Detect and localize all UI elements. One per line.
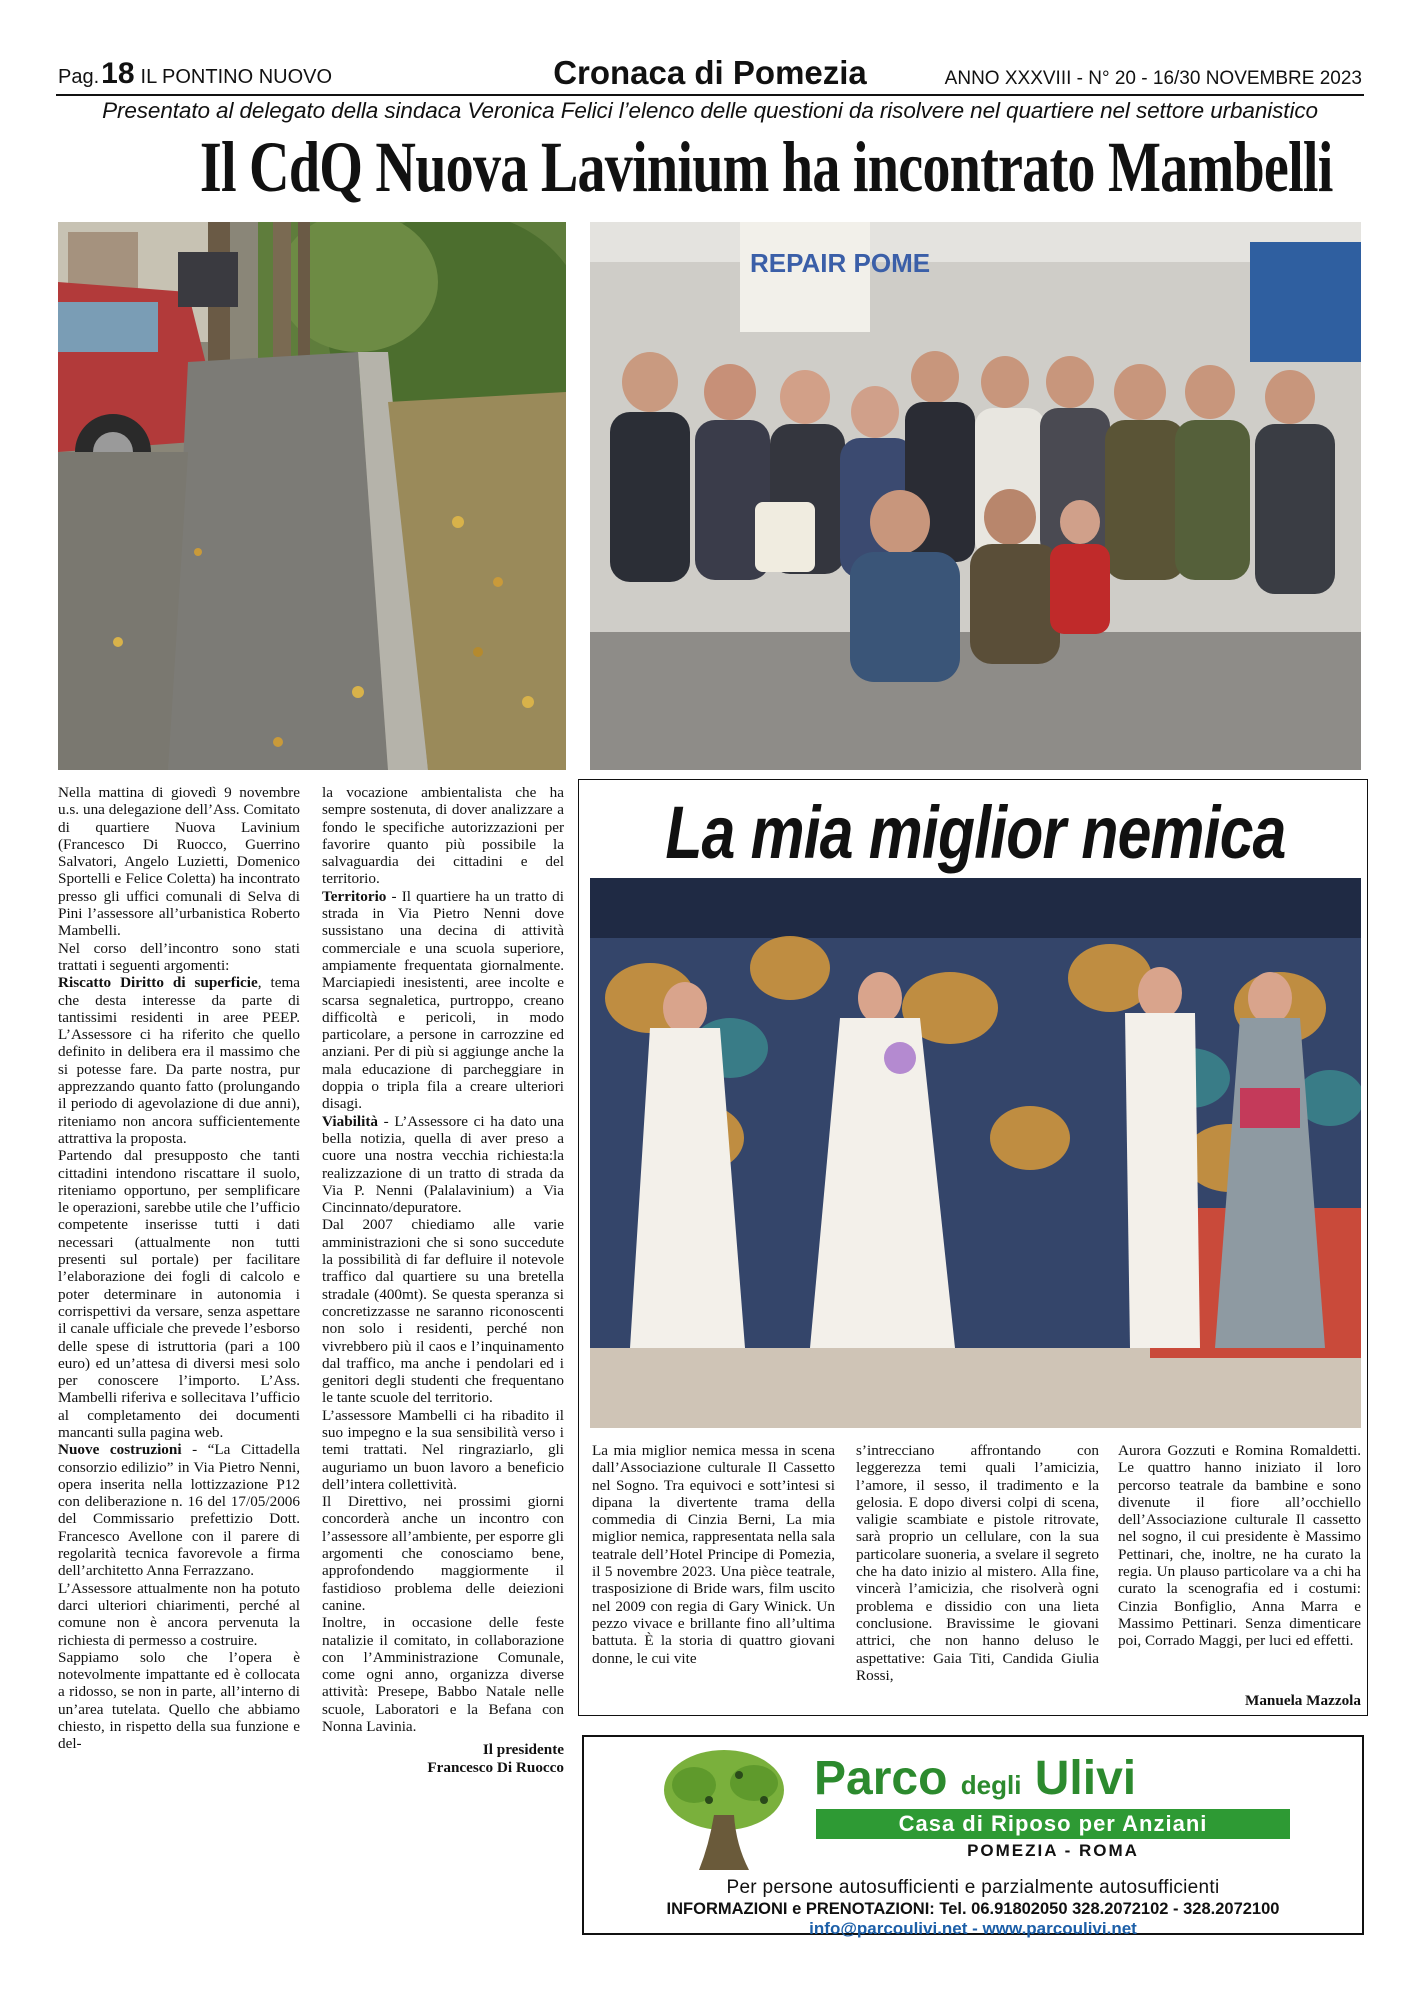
- paragraph: Territorio - Il quartiere ha un tratto di strada in Via Pietro Nenni dove sussistano una decina di attività commerciale e una scuola superiore, ampiamente frequentata giornalmente. Marciapiedi inesistenti, aree incolte e scarsa segnaletica, purtroppo, creano difficoltà e pericoli, in modo particolare, a persone in carrozzine ed anziani. Per di più si aggiunge anche la mala educazione di parcheggiare in doppia o tripla fila a creare ulteriori disagi.: [322, 887, 564, 1113]
- article2-column-3: Aurora Gozzuti e Romina Romaldetti. Le quattro hanno iniziato il loro percorso teatrale da bambine e sono divenute il fiore all’occhiello dell’Associazione culturale Il cassetto nel sogno, il cui presidente è Massimo Pettinari, che, inoltre, ne ha curato la regia. Un plauso particolare va a chi ha curato la scenografia ed i costumi: Cinzia Bonfiglio, Anna Marra e Massimo Pettinari. Senza dimenticare poi, Corrado Maggi, per luci ed effetti.: [1118, 1442, 1361, 1650]
- paragraph: Viabilità - L’Assessore ci ha dato una bella notizia, quella di aver preso a cuore una nostra vecchia richiesta:la realizzazione di un tratto di strada da Via P. Nenni (Palalavinium) a Via Cincinnato/depuratore.: [322, 1112, 564, 1217]
- article-headline: Il CdQ Nuova Lavinium ha incontrato Mambelli: [199, 127, 1333, 207]
- article2-column-2: s’intrecciano affrontando con leggerezza temi quali l’amicizia, l’amore, il sesso, il tradimento e la gelosia. E dopo diversi colpi di scena, valigie scambiate e pistole ritrovate, sarà proprio un cellulare, con la sua particolare suoneria, a svelare il segreto che ha dato inizio al mistero. Alla fine, vincerà l’amicizia, che risolverà ogni problema e dissidio con una lieta conclusione. Bravissime le giovani attrici, che non hanno deluso le aspettative: Gaia Titi, Candida Giulia Rossi,: [856, 1442, 1099, 1684]
- sidewalk-photo: [58, 222, 566, 770]
- article2-signature: Manuela Mazzola: [1245, 1692, 1361, 1709]
- paragraph: Il Direttivo, nei prossimi giorni concorderà anche un incontro con l’assessore all’ambiente, per esporre gli argomenti che conosciamo bene, approfondendo maggiormente il fastidioso problema delle deiezioni canine.: [322, 1493, 564, 1614]
- article-kicker: Presentato al delegato della sindaca Veronica Felici l’elenco delle questioni da risolvere nel quartiere nel settore urbanistico: [102, 98, 1318, 123]
- ad-brand: Parco degli Ulivi: [814, 1752, 1137, 1805]
- ad-location: POMEZIA - ROMA: [967, 1841, 1139, 1860]
- article2-headline: La mia miglior nemica: [665, 791, 1286, 874]
- ad-contacts: INFORMAZIONI e PRENOTAZIONI: Tel. 06.91802050 328.2072102 - 328.2072100: [666, 1900, 1280, 1918]
- paragraph: L’assessore Mambelli ci ha ribadito il suo impegno e la sua sensibilità verso i temi trattati. Nel ringraziarlo, gli auguriamo un buon lavoro a beneficio dell’intera collettività.: [322, 1406, 564, 1493]
- paragraph: Sappiamo solo che l’opera è notevolmente impattante ed è collocata a ridosso, se non in parte, all’interno di un’area tutelata. Quello che abbiamo chiesto, in rispetto della sua funzione e del-: [58, 1648, 300, 1753]
- paragraph: Inoltre, in occasione delle feste natalizie il comitato, in collaborazione con l’Amministrazione Comunale, come ogni anno, organizza diverse attività: Presepe, Babbo Natale nelle scuole, Laboratori e la Befana con Nonna Lavinia.: [322, 1614, 564, 1736]
- paper-name: IL PONTINO NUOVO: [140, 66, 333, 88]
- issue-info: ANNO XXXVIII - N° 20 - 16/30 NOVEMBRE 2023: [944, 68, 1362, 89]
- page-header: [56, 54, 1364, 96]
- article2-column-1: La mia miglior nemica messa in scena dall’Associazione culturale Il Cassetto nel Sogno. Tra equivoci e sott’intesi si dipana la divertente trama della commedia di Cinzia Berni, La mia miglior nemica, rappresentata nella sala teatrale dell’Hotel Principe di Pomezia, il 5 novembre 2023. Una pièce teatrale, trasposizione di Bride wars, film uscito nel 2009 con regia di Gary Winick. Un pezzo vivace e brillante fino all’ultima battuta. È la storia di quattro giovani donne, le cui vite: [592, 1442, 835, 1667]
- signature-role: Il presidente: [482, 1741, 564, 1759]
- group-photo: [590, 222, 1361, 770]
- subhead: Riscatto Diritto di superficie: [58, 974, 258, 992]
- paragraph: la vocazione ambientalista che ha sempre sostenuta, di dover analizzare a fondo le specifiche autorizzazioni per favorire quanto più possibile la salvaguardia dei cittadini e del territorio.: [322, 784, 564, 888]
- section-title: Cronaca di Pomezia: [553, 54, 867, 91]
- article1-column-1: [58, 784, 300, 1934]
- page-number-block: Pag.18 IL PONTINO NUOVO: [58, 57, 333, 90]
- paragraph: Nuove costruzioni - “La Cittadella consorzio edilizio” in Via Pietro Nenni, opera inserita nella lottizzazione P12 con deliberazione n. 16 del 17/05/2006 del Commissario prefettizio Dott. Francesco Avellone con il parere di regolarità tecnica favorevole a firma dell’architetto Anna Ferrazzano.: [58, 1441, 300, 1580]
- article1-column-2: [322, 784, 564, 1934]
- subhead: Nuove costruzioni: [58, 1441, 182, 1459]
- signature-name: Francesco Di Ruocco: [427, 1758, 564, 1776]
- subhead: Territorio: [322, 887, 387, 905]
- page-number: 18: [101, 57, 135, 90]
- ad-description: Per persone autosufficienti e parzialmente autosufficienti: [726, 1877, 1220, 1898]
- olive-tree-logo: [654, 1745, 794, 1875]
- parco-ulivi-ad: [582, 1735, 1364, 1938]
- repair-banner: REPAIR POME: [750, 248, 931, 278]
- paragraph: Nel corso dell’incontro sono stati trattati i seguenti argomenti:: [58, 939, 300, 974]
- paragraph: Dal 2007 chiediamo alle varie amministrazioni che si sono succedute la possibilità di far defluire il notevole traffico dal quartiere su una bretella stradale (400mt). Se questa speranza si concretizzasse ne saranno riconoscenti non solo i residenti, perché non vivrebbero più il caos e l’inquinamento dal traffico, ma anche i pendolari ed i genitori degli studenti che frequentano le tante scuole del territorio.: [322, 1216, 564, 1407]
- paragraph: L’Assessore attualmente non ha potuto darci ulteriori chiarimenti, perché al comune non è ancora pervenuta la richiesta di permesso a costruire.: [58, 1579, 300, 1649]
- paragraph: Riscatto Diritto di superficie, tema che desta interesse da parte di tantissimi residenti in aree PEEP. L’Assessore ci ha riferito che quello definito in delibera era il massimo che si potesse fare. Da parte nostra, pur apprezzando quanto fatto (prolungando il periodo di agevolazione di due anni), riteniamo non ancora sufficientemente attrattiva la proposta.: [58, 974, 300, 1147]
- ad-links[interactable]: info@parcoulivi.net - www.parcoulivi.net: [809, 1919, 1137, 1938]
- theatre-photo: [590, 878, 1361, 1428]
- subhead: Viabilità: [322, 1112, 378, 1130]
- paragraph: Nella mattina di giovedì 9 novembre u.s. una delegazione dell’Ass. Comitato di quartiere Nuova Lavinium (Francesco Di Ruocco, Guerrino Salvatori, Angelo Luzietti, Domenico Sportelli e Felice Coletta) ha incontrato presso gli uffici comunali di Selva di Pini l’assessore all’urbanistica Roberto Mambelli.: [58, 784, 300, 940]
- ad-tagline: Casa di Riposo per Anziani: [816, 1809, 1290, 1839]
- paragraph: Partendo dal presupposto che tanti cittadini intendono riscattare il suolo, riteniamo opportuno, per semplificare le operazioni, sarebbe utile che l’ufficio competente inserisse tutti i dati necessari (attualmente non tutti presenti sul portale) per facilitare l’elaborazione dei fogli di calcolo e poter determinare in autonomia i corrispettivi da versare, senza aspettare il canale ufficiale che prevede l’esborso delle spese di istruttoria (pari a 100 euro) ed un’attesa di diversi mesi solo per conoscere l’importo. L’Ass. Mambelli riferiva e sollecitava l’ufficio al completamento dei documenti mancanti sulla pagina web.: [58, 1147, 300, 1441]
